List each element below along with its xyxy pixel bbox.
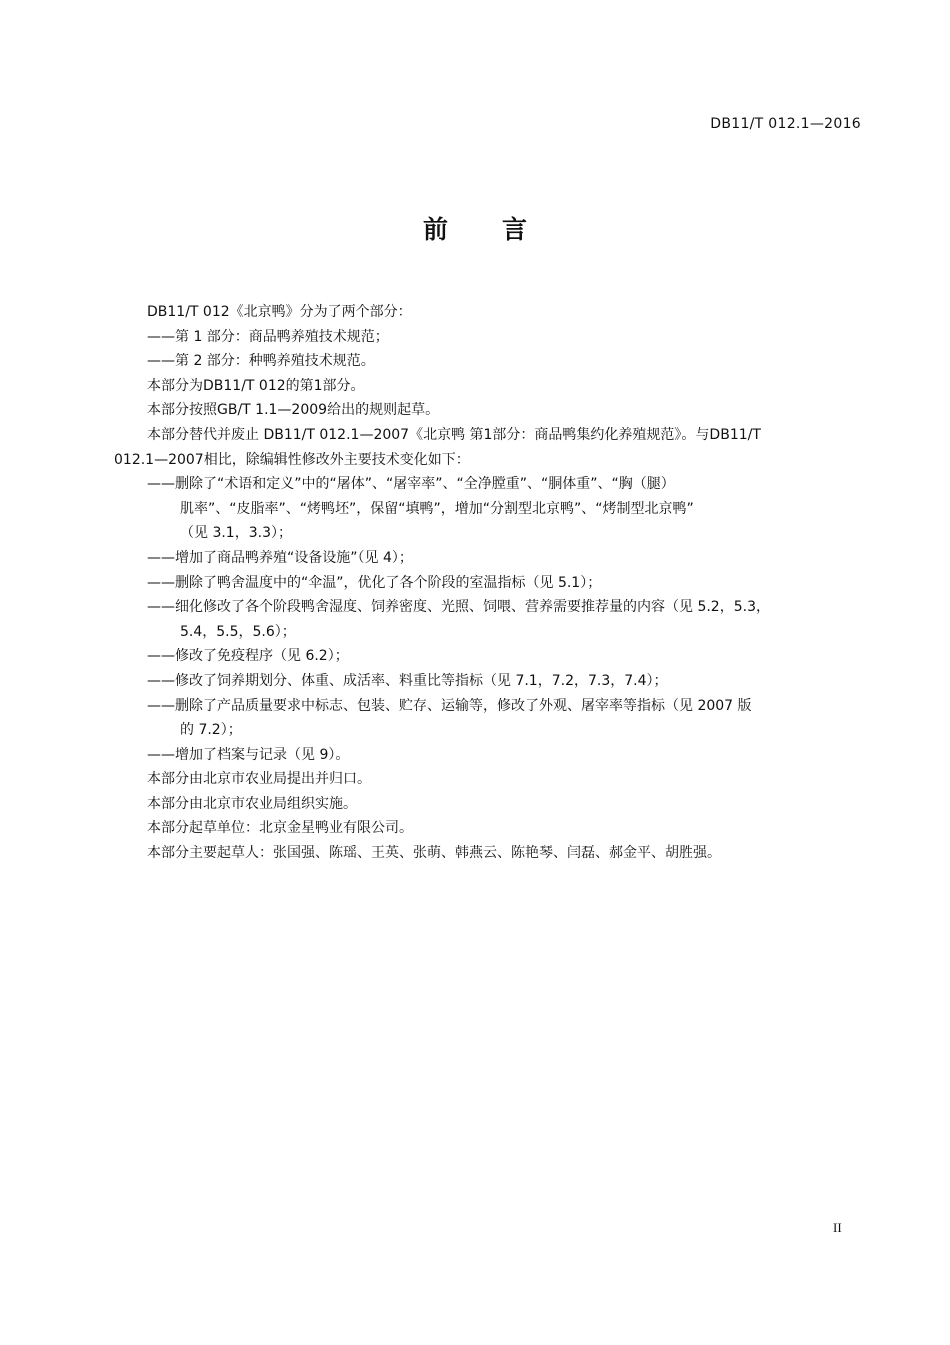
change-item-line: （见 3.1，3.3）； [180,525,292,542]
change-item [147,595,864,644]
page-title [0,212,950,248]
page-number: II [833,1220,842,1235]
paragraph-implementer: 本部分由北京市农业局组织实施。 [147,795,357,812]
paragraph-this-part: 本部分为DB11/T 012的第1部分。 [147,377,365,394]
paragraph-drafting-unit: 本部分起草单位：北京金星鸭业有限公司。 [147,820,413,837]
change-item-line: 的 7.2）； [180,722,242,739]
change-item-line: ——删除了产品质量要求中标志、包装、贮存、运输等，修改了外观、屠宰率等指标（见 2007 版 [147,697,752,714]
change-item [147,743,864,768]
paragraph-parts: DB11/T 012《北京鸭》分为了两个部分： [147,304,412,320]
change-item-line: 肌率”、“皮脂率”、“烤鸭坯”，保留“填鸭”，增加“分割型北京鸭”、“烤制型北京鸭” [180,500,694,517]
change-item-line: ——增加了档案与记录（见 9）。 [147,746,350,763]
change-item-line: ——修改了饲养期划分、体重、成活率、料重比等指标（见 7.1，7.2，7.3，7.4）； [147,672,668,689]
paragraph-drafting-rules: 本部分按照GB/T 1.1—2009给出的规则起草。 [147,402,440,419]
document-code: DB11/T 012.1—2016 [710,116,861,132]
paragraph-part2: ——第 2 部分：种鸭养殖技术规范。 [147,353,375,370]
title-char-2: 言 [502,215,528,244]
change-item [147,694,864,743]
change-item-line: ——删除了“术语和定义”中的“屠体”、“屠宰率”、“全净膛重”、“胴体重”、“胸（腿） [147,476,675,493]
replacement-line-2: 012.1—2007相比，除编辑性修改外主要技术变化如下： [114,451,470,468]
change-item [147,644,864,669]
paragraph-replacement [114,423,864,472]
change-item-line: ——删除了鸭舍温度中的“伞温”，优化了各个阶段的室温指标（见 5.1）； [147,574,602,591]
change-item-line: 5.4，5.5，5.6）； [180,623,296,640]
change-item [147,546,864,571]
change-item-line: ——细化修改了各个阶段鸭舍湿度、饲养密度、光照、饲喂、营养需要推荐量的内容（见 5.2，5.3， [147,599,770,616]
change-item [147,472,864,546]
paragraph-proposer: 本部分由北京市农业局提出并归口。 [147,771,371,788]
foreword-body [114,300,864,866]
change-item [147,571,864,596]
change-item-line: ——增加了商品鸭养殖“设备设施”（见 4）； [147,549,413,566]
replacement-line-1: 本部分替代并废止 DB11/T 012.1—2007《北京鸭 第1部分：商品鸭集约化养殖规范》。与DB11/T [147,426,761,443]
paragraph-drafters: 本部分主要起草人：张国强、陈瑶、王英、张萌、韩燕云、陈艳琴、闫磊、郝金平、胡胜强。 [147,845,721,862]
title-char-1: 前 [422,215,448,244]
change-item [147,669,864,694]
paragraph-part1: ——第 1 部分：商品鸭养殖技术规范； [147,328,389,345]
change-item-line: ——修改了免疫程序（见 6.2）； [147,648,349,665]
